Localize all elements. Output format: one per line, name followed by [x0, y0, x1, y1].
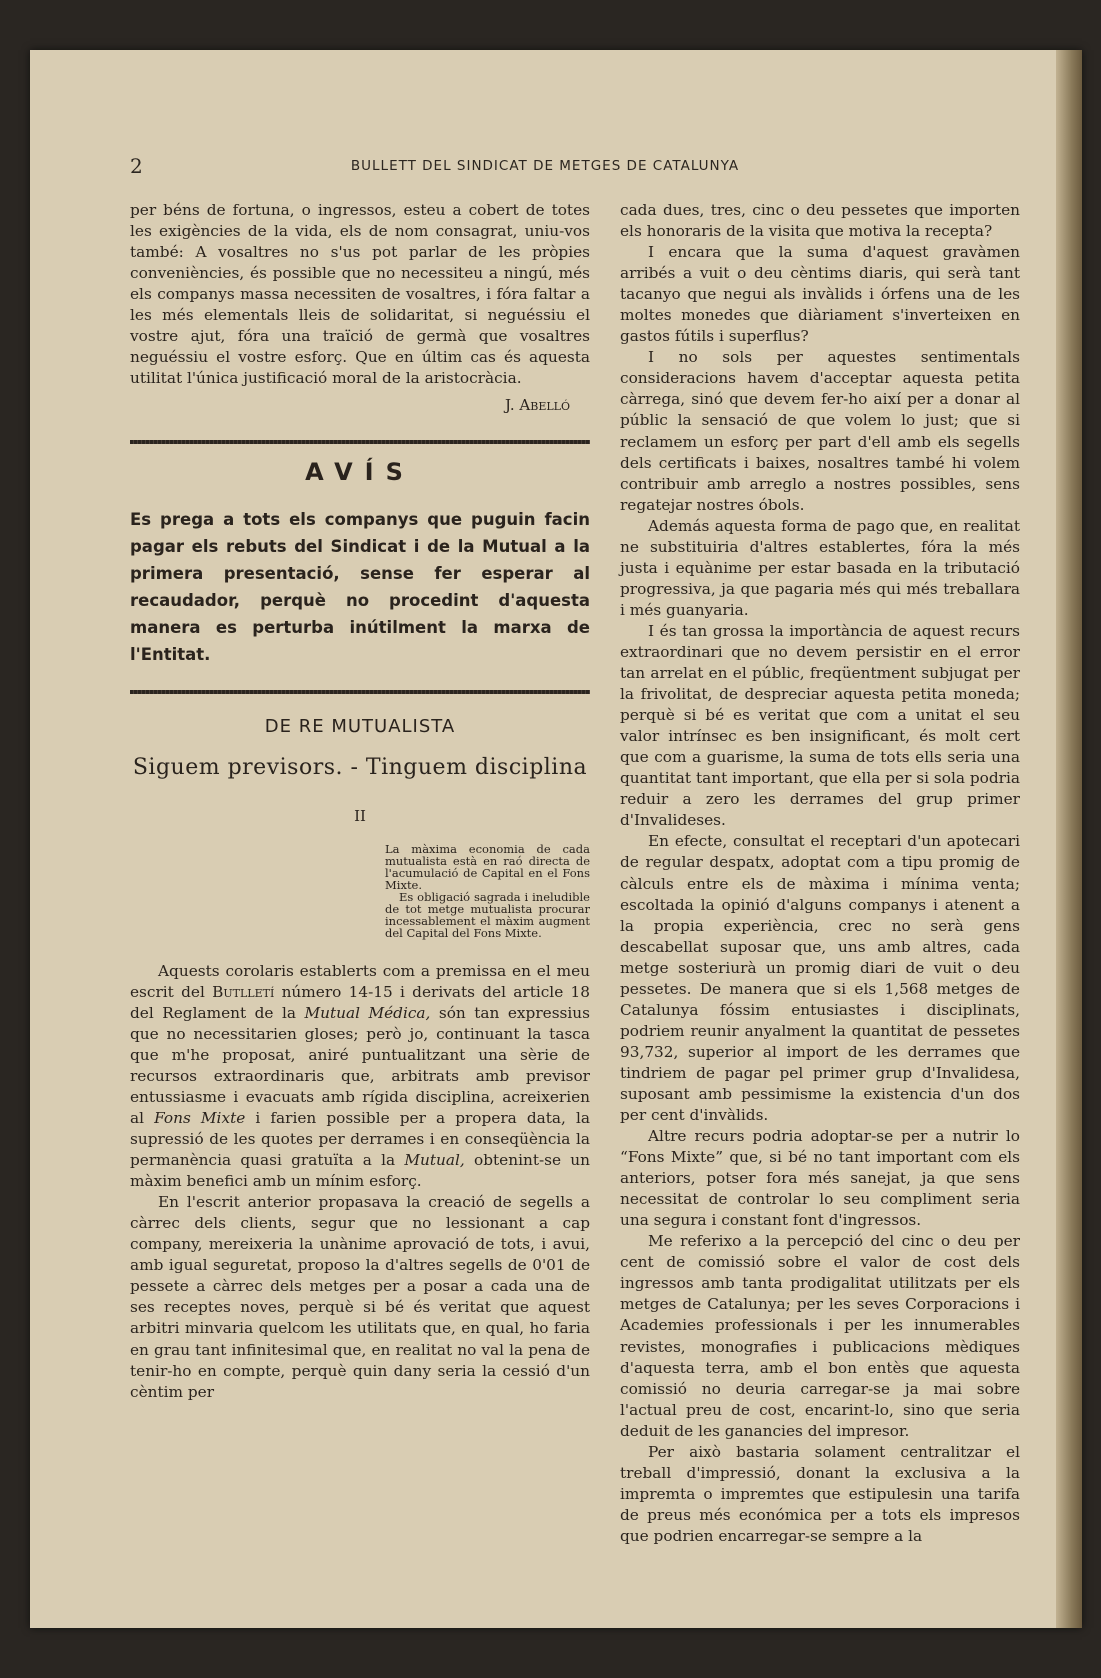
right-paragraph-1: cada dues, tres, cinc o deu pessetes que importen els honoraris de la visita que motiva la recepta? — [620, 201, 1020, 241]
right-paragraph-9: Per això bastaria solament centralitzar el treball d'impressió, donant la exclusiva a la impremta o impremtes que estipulesin una tarifa de preus més económica per a tots els impresos que podrien encarregar-se sempre a la — [620, 1442, 1020, 1545]
text-run: número 14-15 i derivats del article 18 del Reglament de la — [130, 982, 590, 1022]
text-run-mutual-2: Mutual, — [404, 1151, 465, 1170]
part-number: II — [354, 806, 366, 825]
newspaper-page — [30, 50, 1082, 1628]
article-title: Siguem previsors. - Tinguem disciplina — [132, 754, 588, 780]
divider-top — [130, 440, 590, 444]
section-heading: DE RE MUTUALISTA — [264, 715, 456, 737]
text-run-mutual: Mutual Médica, — [304, 1003, 431, 1022]
journal-title: BULLETT DEL SINDICAT DE METGES DE CATALUNYA — [350, 158, 740, 174]
text-run: Aquests corolaris establerts com a premissa en el meu escrit del — [130, 961, 590, 1001]
right-paragraph-5: I és tan grossa la importància de aquest recurs extraordinari que no devem persistir en el error tan arrelat en el públic, freqüentment subjugat per la frivolitat, de despreciar aquesta petita moneda; perquè si bé es veritat que com a unitat el seu valor intrínsec es ben insignificant, és molt cert que com a guarisme, la suma de tots ells seria una quantitat tant important, que ella per si sola podria reduir a zero les derrames del grup primer d'Invalideses. — [620, 621, 1020, 830]
text-run-fons: Fons Mixte — [154, 1108, 246, 1127]
divider-bottom — [130, 690, 590, 694]
right-column — [620, 200, 1020, 1547]
right-paragraph-8: Me referixo a la percepció del cinc o deu per cent de comissió sobre el valor de cost dels ingressos amb tanta prodigalitat utilitzats per els metges de Catalunya; per les seves Corporacions i Academies professionals i per les innumerables revistes, monografies i publicacions mèdiques d'aquesta terra, amb el bon entès que aquesta comissió no deuria carregar-se ja mai sobre l'actual preu de cost, encarint-lo, sino que seria deduit de les ganancies del impresor. — [620, 1232, 1020, 1440]
avis-title: AVÍS — [305, 458, 415, 487]
left-column — [130, 200, 590, 1403]
running-head — [30, 154, 1060, 176]
epigraph-line-2: Es obligació sagrada i ineludible de tot metge mutualista procurar incessablement el màxim augment del Capital del Fons Mixte. — [385, 889, 590, 940]
epigraph — [385, 843, 590, 939]
text-run: i farien possible per a propera data, la supressió de les quotes per derrames i en conseqüència la permanència quasi gratuïta a la — [130, 1108, 591, 1170]
text-run-butlleti: Butlletí — [212, 982, 275, 1001]
epigraph-line-1: La màxima economia de cada mutualista està en raó directa de l'acumulació de Capital en el Fons Mixte. — [385, 841, 590, 892]
text-run: obtenint-se un màxim benefici amb un mínim esforç. — [130, 1151, 590, 1191]
right-paragraph-2: I encara que la suma d'aquest gravàmen arribés a vuit o deu cèntims diaris, qui serà tant tacanyo que negui als invàlids i órfens una de les moltes monedes que diàriament s'inverteixen en gastos fútils i superflus? — [620, 243, 1020, 346]
author-signature: J. Abelló — [505, 396, 570, 415]
avis-body: Es prega a tots els companys que puguin facin pagar els rebuts del Sindicat i de la Mutual a la primera presentació, sense fer esperar al recaudador, perquè no procedint d'aquesta manera es perturba inútilment la marxa de l'Entitat. — [130, 509, 590, 664]
text-run: són tan expressius que no necessitarien gloses; però jo, continuant la tasca que m'he proposat, aniré puntualitzant una sèrie de recursos extraordinaris que, arbitrats amb previsor entussiasme i evacuats amb rígida disciplina, acreixerien al — [130, 1003, 590, 1127]
right-paragraph-6: En efecte, consultat el receptari d'un apotecari de regular despatx, adoptat com a tipu promig de càlculs entre els de màxima i mínima venta; escoltada la opinió d'alguns companys i atenent a la propia experiència, crec no serà gens descabellat suposar que, uns amb altres, cada metge sosteriurà un promig diari de vuit o deu pessetes. De manera que si els 1,568 metges de Catalunya fóssim entusiastes i disciplinats, podriem reunir anyalment la quantitat de pessetes 93,732, superior al import de les derrames que tindriem de pagar pel primer grup d'Invalidesa, suposant amb pessimisme la existencia d'un dos per cent d'invàlids. — [620, 832, 1020, 1125]
right-paragraph-7: Altre recurs podria adoptar-se per a nutrir lo “Fons Mixte” que, si bé no tant important com els anteriors, potser fora més sanejat, ja que sens necessitat de controlar lo seu compliment seria una segura i constant font d'ingressos. — [620, 1127, 1020, 1230]
right-paragraph-4: Además aquesta forma de pago que, en realitat ne substituiria d'altres establertes, fóra la més justa i equànime per estar basada en la tributació progressiva, ja que pagaria més qui més treballara i més guanyaria. — [620, 516, 1020, 619]
article-paragraph-2: En l'escrit anterior propasava la creació de segells a càrrec dels clients, segur que no lessionant a cap company, mereixeria la unànime aprovació de tots, i avui, amb igual seguretat, proposo la d'altres segells de 0'01 de pessete a càrrec dels metges per a posar a cada una de ses receptes noves, perquè si bé és veritat que aquest arbitri minvaria quelcom les utilitats que, en qual, ho faria en grau tant infinitesimal que, en realitat no val la pena de tenir-ho en compte, perquè quin dany seria la cessió d'un cèntim per — [130, 1193, 590, 1401]
page-spine — [1056, 50, 1082, 1628]
article-paragraph-1 — [130, 961, 590, 1193]
intro-paragraph: per béns de fortuna, o ingressos, esteu a cobert de totes les exigències de la vida, els de nom consagrat, uniu-vos també: A vosaltres no s'us pot parlar de les pròpies conveniències, és possible que no necessiteu a ningú, més els companys massa necessiten de vosaltres, i fóra faltar a les més elementals lleis de solidaritat, si neguéssiu el vostre ajut, fóra una traïció de germà que vosaltres neguéssiu el vostre esforç. Que en últim cas és aquesta utilitat l'única justificació moral de la aristocràcia. — [130, 201, 590, 388]
page-number: 2 — [130, 154, 143, 178]
right-paragraph-3: I no sols per aquestes sentimentals consideracions havem d'acceptar aquesta petita càrrega, sinó que devem fer-ho així per a donar al públic la sensació de que volem lo just; que si reclamem un esforç per part d'ell amb els segells dels certificats i baixes, nosaltres també hi volem contribuir amb arreglo a nostres possibles, sens regatejar nostres óbols. — [620, 348, 1020, 514]
